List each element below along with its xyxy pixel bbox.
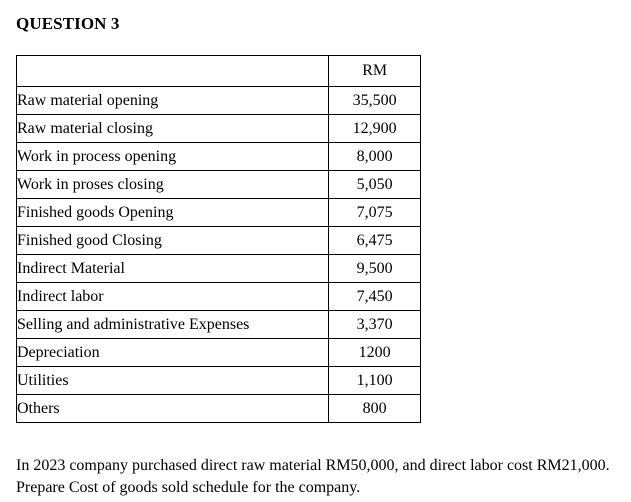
table-row	[17, 339, 421, 367]
row-amount: 3,370	[329, 311, 421, 339]
table-row	[17, 199, 421, 227]
row-item-label: Finished good Closing	[17, 227, 329, 255]
table-row	[17, 171, 421, 199]
row-amount: 35,500	[329, 87, 421, 115]
table-row	[17, 227, 421, 255]
row-amount: 1200	[329, 339, 421, 367]
row-item-label: Raw material closing	[17, 115, 329, 143]
row-item-label: Work in process opening	[17, 143, 329, 171]
row-amount: 9,500	[329, 255, 421, 283]
row-item-label: Others	[17, 395, 329, 423]
row-amount: 7,075	[329, 199, 421, 227]
amount-column-header: RM	[329, 56, 421, 87]
row-item-label: Selling and administrative Expenses	[17, 311, 329, 339]
table-header-row	[17, 56, 421, 87]
row-item-label: Utilities	[17, 367, 329, 395]
row-amount: 8,000	[329, 143, 421, 171]
table-row	[17, 87, 421, 115]
cost-data-table	[16, 55, 421, 423]
row-amount: 7,450	[329, 283, 421, 311]
item-column-header	[17, 56, 329, 87]
row-item-label: Work in proses closing	[17, 171, 329, 199]
row-amount: 6,475	[329, 227, 421, 255]
table-row	[17, 395, 421, 423]
table-row	[17, 311, 421, 339]
row-item-label: Depreciation	[17, 339, 329, 367]
table-row	[17, 143, 421, 171]
row-amount: 1,100	[329, 367, 421, 395]
table-row	[17, 115, 421, 143]
row-item-label: Finished goods Opening	[17, 199, 329, 227]
row-item-label: Indirect Material	[17, 255, 329, 283]
table-row	[17, 255, 421, 283]
question-title: QUESTION 3	[16, 14, 120, 33]
instruction-text: In 2023 company purchased direct raw material RM50,000, and direct labor cost RM21,000. Prepare Cost of goods sold schedule for the company.	[16, 457, 610, 496]
row-item-label: Raw material opening	[17, 87, 329, 115]
table-row	[17, 283, 421, 311]
row-amount: 12,900	[329, 115, 421, 143]
row-amount: 5,050	[329, 171, 421, 199]
table-row	[17, 367, 421, 395]
row-item-label: Indirect labor	[17, 283, 329, 311]
row-amount: 800	[329, 395, 421, 423]
